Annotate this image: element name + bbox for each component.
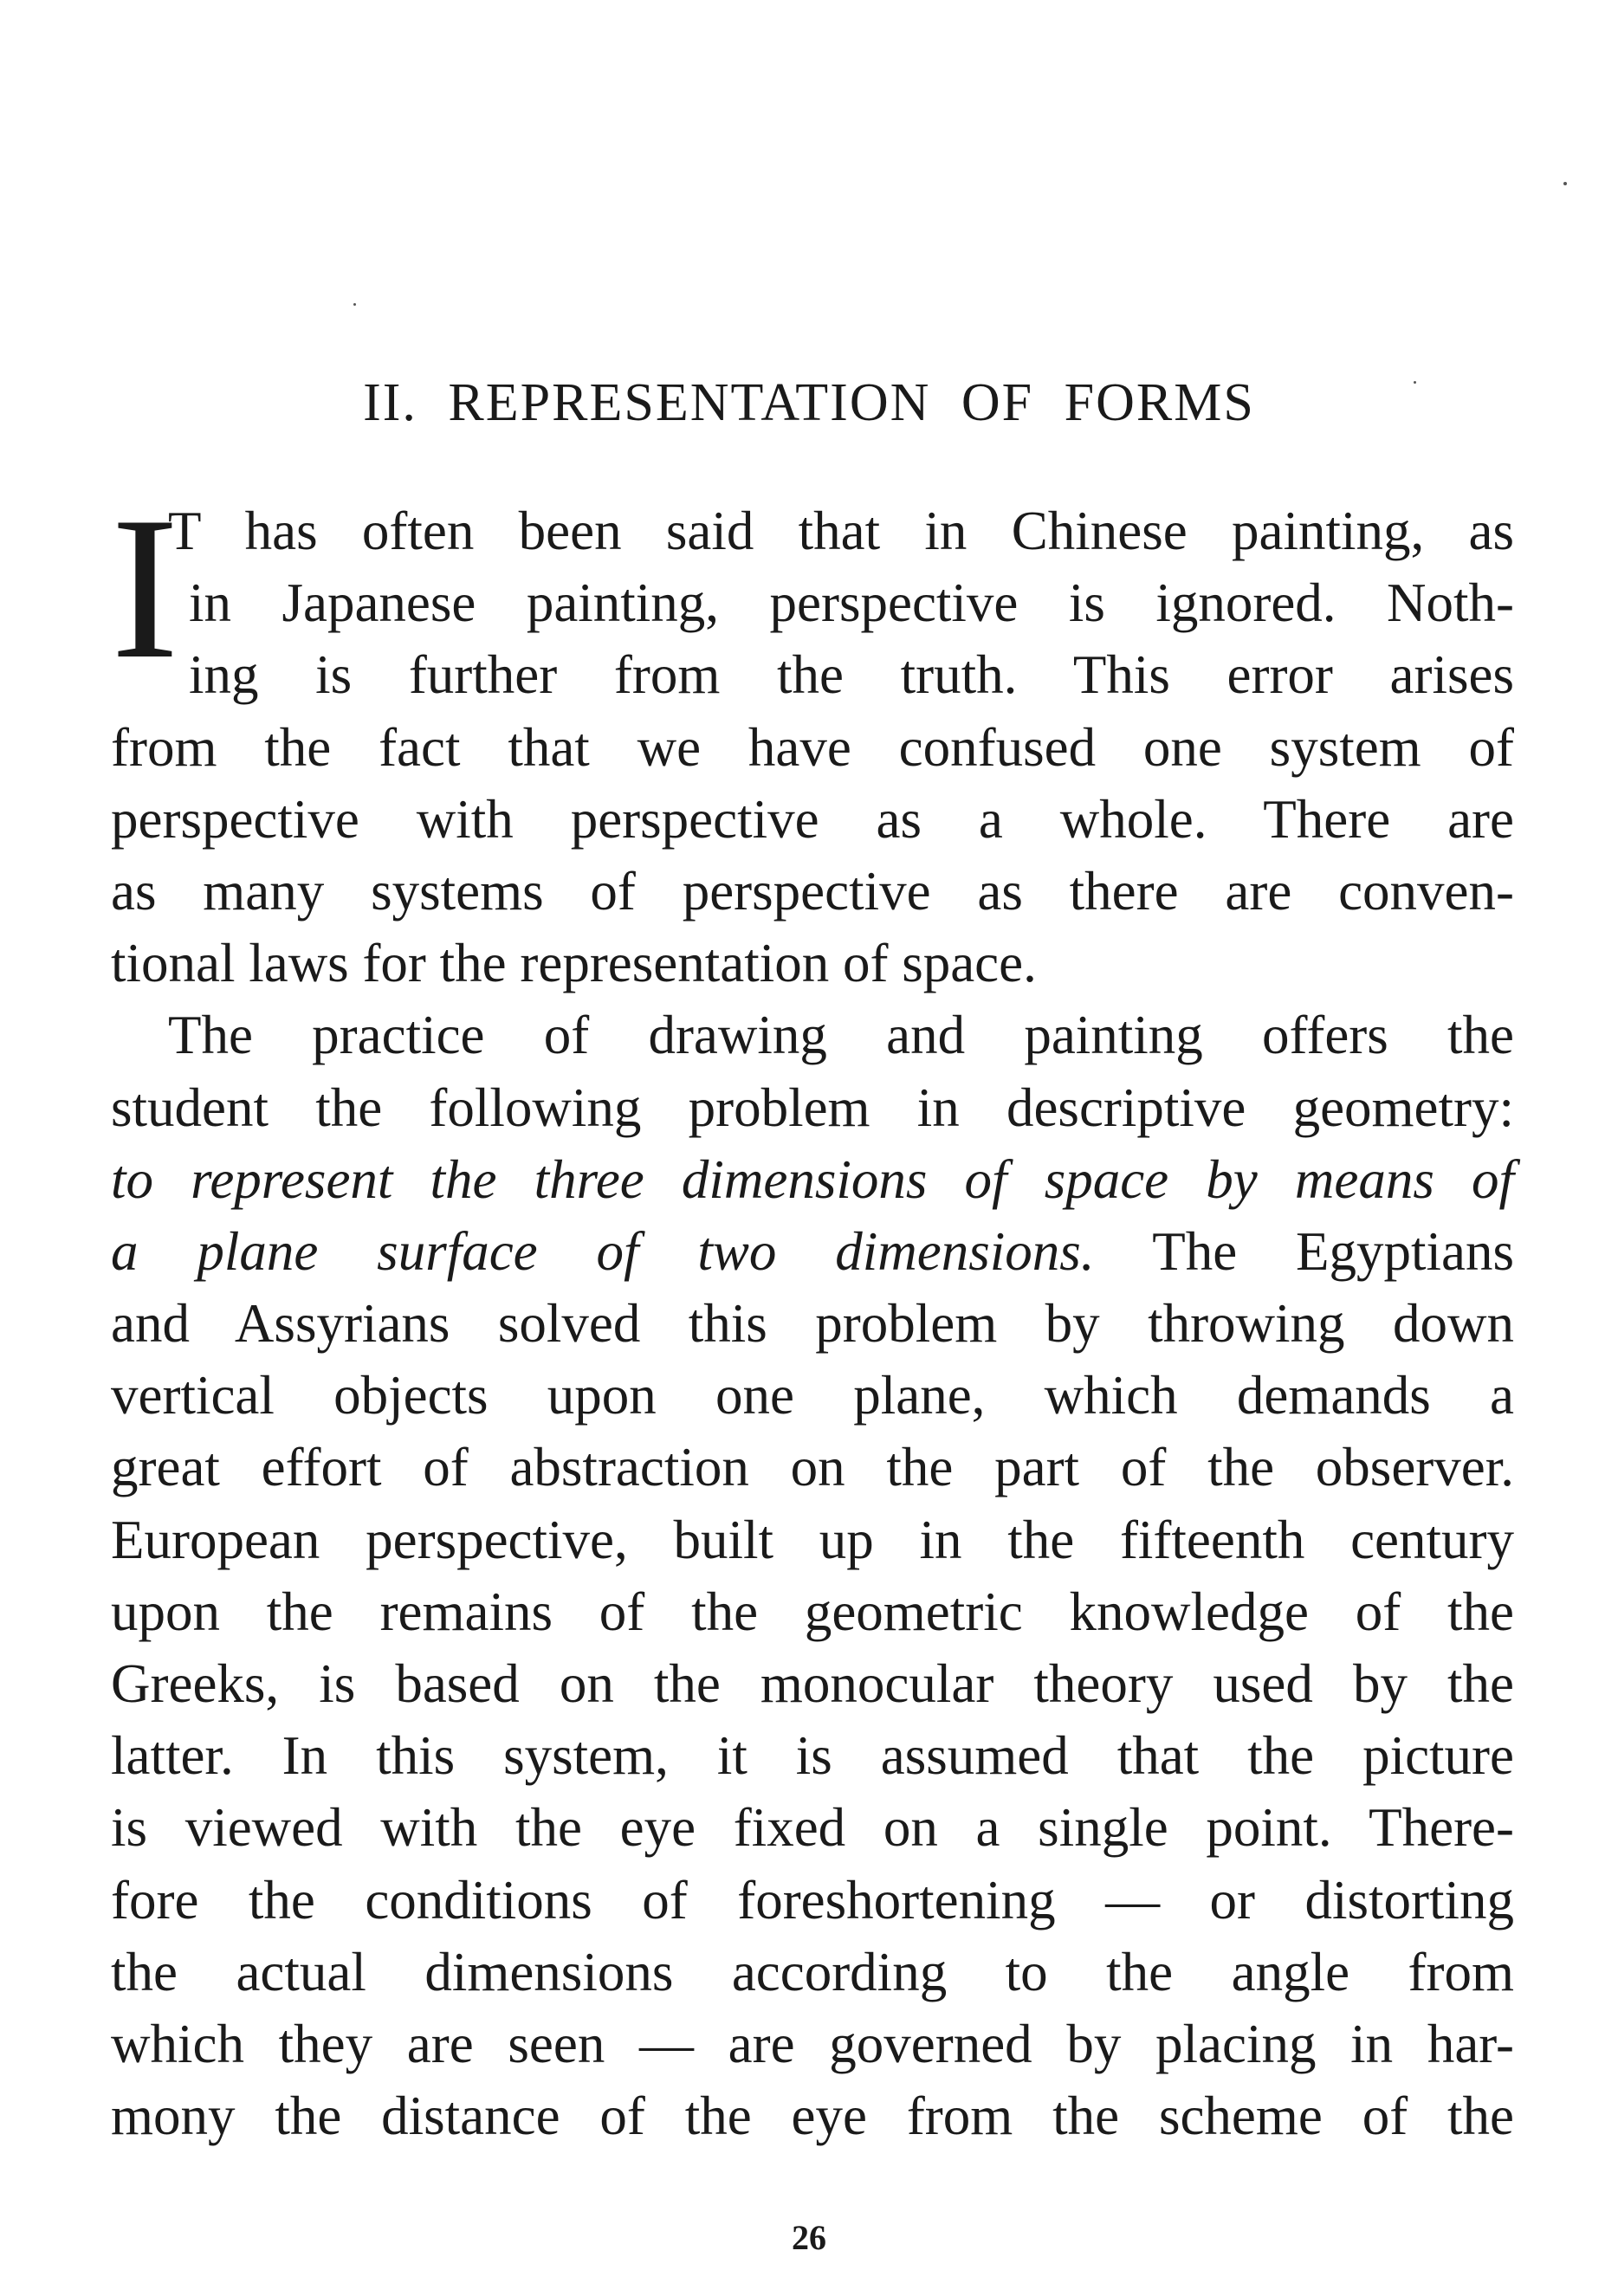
paragraph-1-line-1: T has often been said that in Chinese painting, as (168, 501, 1514, 561)
paragraph-2-line-5: and Assyrians solved this problem by throwing down (111, 1293, 1514, 1355)
paragraph-2-line-8: European perspective, built up in the fifteenth century (111, 1509, 1514, 1570)
paragraph-2-line-13: fore the conditions of foreshortening — or distorting (111, 1869, 1514, 1931)
body-text (111, 475, 1514, 2152)
paragraph-1 (111, 475, 1514, 999)
paragraph-2-line-7: great effort of abstraction on the part of the observer. (111, 1437, 1514, 1498)
paragraph-2-line-15: which they are seen — are governed by placing in har- (111, 2013, 1514, 2074)
page-number: 26 (792, 2218, 826, 2257)
paragraph-2-line-6: vertical objects upon one plane, which demands a (111, 1365, 1514, 1426)
drop-cap: I (111, 475, 179, 702)
paragraph-2-line-11: latter. In this system, it is assumed that the picture (111, 1725, 1514, 1787)
paragraph-2-line-16: mony the distance of the eye from the scheme of the (111, 2086, 1514, 2147)
print-speck (353, 303, 356, 306)
after-italic-text: The Egyptians (1094, 1220, 1514, 1282)
paragraph-2-line-10: Greeks, is based on the monocular theory used by the (111, 1653, 1514, 1714)
paragraph-2-line-2: student the following problem in descriptive geometry: (111, 1077, 1514, 1138)
paragraph-2-line-12: is viewed with the eye fixed on a single point. There- (111, 1797, 1514, 1859)
paragraph-1-line-3: ing is further from the truth. This error arises (189, 644, 1514, 706)
paragraph-2-italic-line: to represent the three dimensions of space by means of (111, 1148, 1514, 1210)
paragraph-2-line-4 (111, 1216, 1514, 1288)
paragraph-1-line-6: as many systems of perspective as there are conven- (111, 860, 1514, 922)
paragraph-1-line-4: from the fact that we have confused one system of (111, 716, 1514, 778)
paragraph-1-line-7: tional laws for the representation of space. (111, 933, 1037, 994)
paragraph-2 (111, 999, 1514, 2152)
italic-fragment: a plane surface of two dimensions. (111, 1220, 1095, 1282)
paragraph-1-line-5: perspective with perspective as a whole. There are (111, 788, 1514, 850)
paragraph-2-line-9: upon the remains of the geometric knowledge of the (111, 1581, 1514, 1642)
chapter-heading: II. REPRESENTATION OF FORMS (363, 373, 1255, 432)
paragraph-2-line-1: The practice of drawing and painting offers the (168, 1005, 1514, 1066)
print-speck (1563, 182, 1567, 185)
paragraph-2-line-14: the actual dimensions according to the angle from (111, 1941, 1514, 2002)
paragraph-1-line-2: in Japanese painting, perspective is ignored. Noth- (189, 572, 1514, 634)
